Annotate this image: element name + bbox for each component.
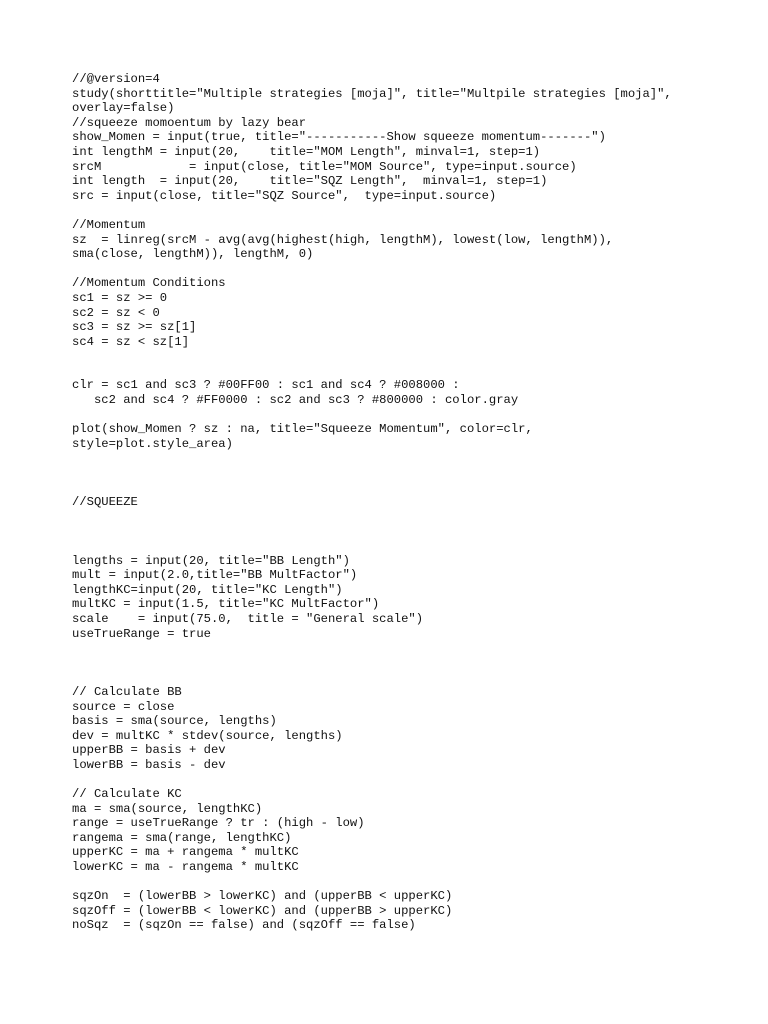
code-line: //@version=4 [72, 72, 160, 86]
code-line: sma(close, lengthM)), lengthM, 0) [72, 247, 314, 262]
code-line: sc1 = sz >= 0 [72, 290, 168, 305]
code-line: plot(show_Momen ? sz : na, title="Squeeze Momentum", color=clr, [72, 422, 533, 437]
code-line: ma = sma(source, lengthKC) [72, 801, 263, 816]
code-line: rangema = sma(range, lengthKC) [72, 830, 292, 845]
code-line [72, 641, 752, 656]
code-line: lowerKC = ma - rangema * multKC [72, 860, 299, 875]
code-line: sqzOn = (lowerBB > lowerKC) and (upperBB < upperKC) [72, 889, 453, 904]
code-line [72, 656, 752, 671]
code-line: noSqz = (sqzOn == false) and (sqzOff == false) [72, 918, 416, 933]
code-line [72, 524, 752, 539]
code-line: source = close [72, 699, 175, 714]
code-line: show_Momen = input(true, title="-----------Show squeeze momentum-------") [72, 130, 606, 145]
code-line: study(shorttitle="Multiple strategies [moja]", title="Multpile strategies [moja]", [72, 86, 672, 101]
code-line [72, 262, 752, 277]
code-line: //squeeze momoentum by lazy bear [72, 115, 307, 130]
code-line: upperKC = ma + rangema * multKC [72, 845, 299, 860]
code-line [72, 670, 752, 685]
code-line: //Momentum Conditions [72, 276, 226, 291]
code-line: scale = input(75.0, title = "General scale") [72, 611, 424, 626]
code-line: //Momentum [72, 217, 146, 232]
code-line: range = useTrueRange ? tr : (high - low) [72, 816, 365, 831]
code-line: dev = multKC * stdev(source, lengths) [72, 728, 343, 743]
code-line: multKC = input(1.5, title="KC MultFactor") [72, 597, 380, 612]
code-line: sc4 = sz < sz[1] [72, 334, 190, 349]
code-line: int length = input(20, title="SQZ Length", minval=1, step=1) [72, 174, 548, 189]
code-line [72, 466, 752, 481]
code-line [72, 773, 752, 788]
code-line: lowerBB = basis - dev [72, 757, 226, 772]
code-line: int lengthM = input(20, title="MOM Length", minval=1, step=1) [72, 144, 541, 159]
code-line [72, 408, 752, 423]
code-line: sc2 and sc4 ? #FF0000 : sc2 and sc3 ? #800000 : color.gray [72, 393, 519, 408]
code-line: // Calculate KC [72, 787, 182, 802]
code-line: sc2 = sz < 0 [72, 305, 160, 320]
code-line: overlay=false) [72, 101, 175, 116]
code-line: sz = linreg(srcM - avg(avg(highest(high, lengthM), lowest(low, lengthM)), [72, 232, 614, 247]
code-line: //SQUEEZE [72, 495, 138, 510]
code-line [72, 539, 752, 554]
code-line [72, 875, 752, 890]
code-line: sqzOff = (lowerBB < lowerKC) and (upperBB > upperKC) [72, 903, 453, 918]
code-line [72, 364, 752, 379]
code-line [72, 349, 752, 364]
code-line [72, 451, 752, 466]
code-listing [72, 72, 752, 933]
code-line: clr = sc1 and sc3 ? #00FF00 : sc1 and sc4 ? #008000 : [72, 378, 460, 393]
code-line [72, 510, 752, 525]
code-line: // Calculate BB [72, 684, 182, 699]
code-line: upperBB = basis + dev [72, 743, 226, 758]
code-line [72, 203, 752, 218]
code-line: lengthKC=input(20, title="KC Length") [72, 582, 343, 597]
code-line: mult = input(2.0,title="BB MultFactor") [72, 568, 358, 583]
code-line: basis = sma(source, lengths) [72, 714, 277, 729]
code-line: src = input(close, title="SQZ Source", type=input.source) [72, 188, 497, 203]
code-line: srcM = input(close, title="MOM Source", type=input.source) [72, 159, 577, 174]
code-line: lengths = input(20, title="BB Length") [72, 553, 350, 568]
code-line: useTrueRange = true [72, 626, 211, 641]
code-line: style=plot.style_area) [72, 436, 233, 451]
code-line [72, 481, 752, 496]
code-line: sc3 = sz >= sz[1] [72, 320, 197, 335]
